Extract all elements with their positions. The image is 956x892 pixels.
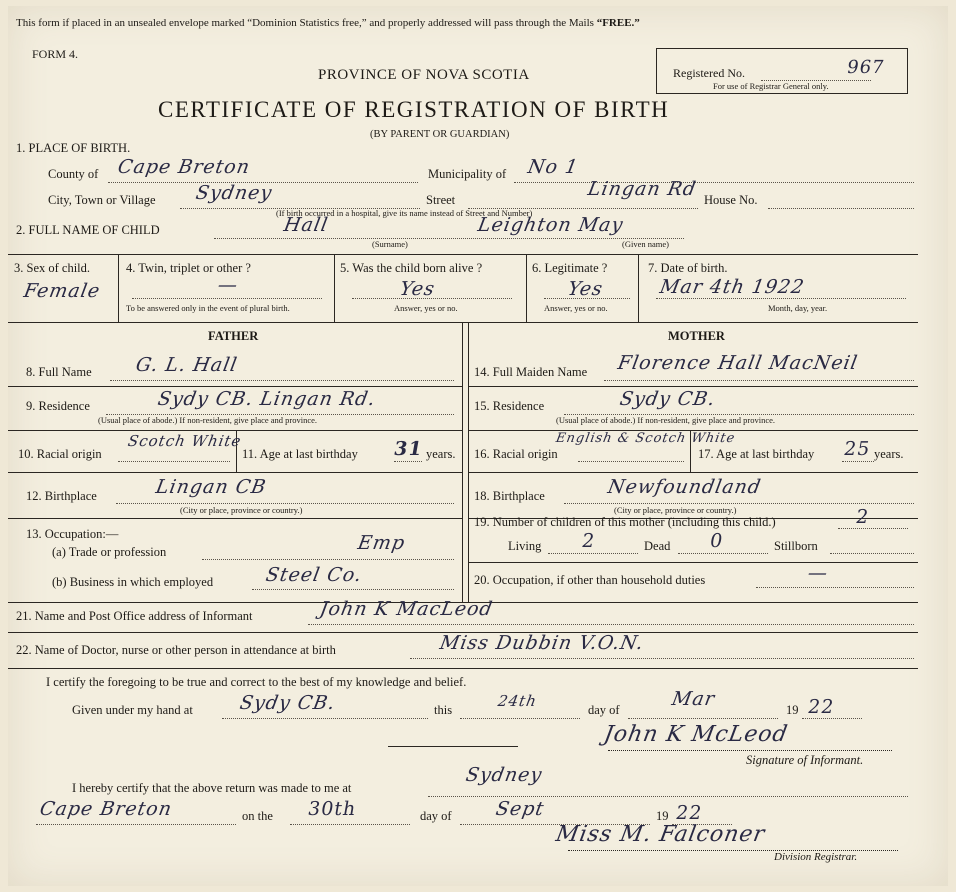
twin-value: — (216, 274, 241, 296)
father-birthplace-label: 12. Birthplace (26, 489, 97, 503)
sex-label: 3. Sex of child. (14, 261, 91, 275)
house-no-label: House No. (704, 193, 758, 207)
birth-date-label: 7. Date of birth. (648, 261, 728, 275)
division-registrar-label: Division Registrar. (774, 851, 858, 863)
province-heading: PROVINCE OF NOVA SCOTIA (318, 67, 530, 83)
this-label: this (434, 703, 453, 717)
registrar-county-value: Cape Breton (38, 798, 174, 820)
living-label: Living (508, 539, 542, 553)
mother-birthplace-value: Newfoundland (606, 476, 764, 498)
reg-day-of-label: day of (420, 809, 452, 823)
legitimate-note: Answer, yes or no. (544, 303, 608, 313)
registrar-text: I hereby certify that the above return was made to me at (72, 781, 352, 795)
registrar-note: For use of Registrar General only. (713, 81, 829, 91)
child-name-label: 2. FULL NAME OF CHILD (16, 223, 160, 237)
mother-age-label: 17. Age at last birthday (698, 447, 815, 461)
born-alive-label: 5. Was the child born alive ? (340, 261, 483, 275)
mother-residence-note: (Usual place of abode.) If non-resident, give place and province. (556, 415, 776, 425)
street-label: Street (426, 193, 456, 207)
mother-residence-label: 15. Residence (474, 399, 545, 413)
year-value: 22 (806, 696, 837, 718)
given-under-label: Given under my hand at (72, 703, 193, 717)
father-birthplace-note: (City or place, province or country.) (180, 505, 303, 515)
doctor-value: Miss Dubbin V.O.N. (438, 632, 646, 654)
dead-label: Dead (644, 539, 671, 553)
father-heading: FATHER (208, 329, 259, 343)
mother-name-label: 14. Full Maiden Name (474, 365, 588, 379)
certify-text: I certify the foregoing to be true and correct to the best of my knowledge and belief. (46, 675, 467, 689)
form-number: FORM 4. (32, 47, 79, 61)
surname-note: (Surname) (372, 239, 408, 249)
trade-value: Emp (356, 532, 408, 554)
father-name-label: 8. Full Name (26, 365, 92, 379)
father-racial-value: Scotch White (126, 432, 244, 450)
on-the-label: on the (242, 809, 273, 823)
child-given-name: Leighton May (476, 214, 626, 236)
doctor-label: 22. Name of Doctor, nurse or other person in attendance at birth (16, 643, 336, 657)
month-value: Mar (670, 688, 717, 710)
municipality-value: No 1 (526, 156, 581, 178)
mother-residence-value: Sydy CB. (618, 388, 718, 410)
father-residence-label: 9. Residence (26, 399, 90, 413)
mother-name-value: Florence Hall MacNeil (616, 352, 860, 374)
father-racial-label: 10. Racial origin (18, 447, 102, 461)
father-age-value: 31 (392, 438, 425, 460)
county-label: County of (48, 167, 99, 181)
children-count-value: 2 (854, 506, 872, 528)
this-day-value: 24th (496, 692, 539, 710)
birth-date-value: Mar 4th 1922 (658, 276, 807, 298)
day-of-label: day of (588, 703, 620, 717)
mother-age-value: 25 (842, 438, 873, 460)
page-title: CERTIFICATE OF REGISTRATION OF BIRTH (158, 97, 670, 122)
sex-value: Female (22, 280, 103, 302)
business-label: (b) Business in which employed (52, 575, 214, 589)
page-subtitle: (BY PARENT OR GUARDIAN) (370, 129, 510, 140)
informant-signature: John K McLeod (601, 722, 790, 747)
reg-year-prefix: 19 (656, 809, 669, 823)
city-value: Sydney (194, 182, 275, 204)
child-surname: Hall (282, 214, 331, 236)
registered-box (656, 48, 908, 94)
father-occupation-label: 13. Occupation:— (26, 527, 119, 541)
registrar-place-value: Sydney (464, 764, 545, 786)
legitimate-label: 6. Legitimate ? (532, 261, 608, 275)
mother-occupation-label: 20. Occupation, if other than household duties (474, 573, 706, 587)
mother-racial-value: English & Scotch White (554, 431, 737, 446)
mother-racial-label: 16. Racial origin (474, 447, 558, 461)
mother-birthplace-note: (City or place, province or country.) (614, 505, 737, 515)
reg-year-value: 22 (674, 802, 705, 824)
given-name-note: (Given name) (622, 239, 669, 249)
informant-label: 21. Name and Post Office address of Informant (16, 609, 253, 623)
mother-heading: MOTHER (668, 329, 725, 343)
twin-label: 4. Twin, triplet or other ? (126, 261, 251, 275)
reg-month-value: Sept (494, 798, 547, 820)
registrar-signature: Miss M. Falconer (553, 822, 768, 847)
stillborn-label: Stillborn (774, 539, 818, 553)
children-count-label: 19. Number of children of this mother (including this child.) (474, 515, 776, 529)
father-residence-note: (Usual place of abode.) If non-resident, give place and province. (98, 415, 318, 425)
street-value: Lingan Rd (586, 178, 699, 200)
dead-value: 0 (708, 530, 726, 552)
birth-date-note: Month, day, year. (768, 303, 828, 313)
father-age-unit: years. (426, 447, 456, 461)
legitimate-value: Yes (566, 278, 605, 300)
father-residence-value: Sydy CB. Lingan Rd. (156, 388, 378, 410)
mother-occupation-value: — (806, 562, 831, 584)
born-alive-note: Answer, yes or no. (394, 303, 458, 313)
reg-day-value: 30th (306, 798, 359, 820)
father-name-value: G. L. Hall (134, 354, 240, 376)
mother-birthplace-label: 18. Birthplace (474, 489, 545, 503)
father-age-label: 11. Age at last birthday (242, 447, 358, 461)
county-value: Cape Breton (116, 156, 252, 178)
hospital-note: (If birth occurred in a hospital, give its name instead of Street and Number) (276, 208, 533, 218)
informant-value: John K MacLeod (318, 598, 495, 620)
mother-age-unit: years. (874, 447, 904, 461)
registered-label: Registered No. (673, 66, 745, 80)
year-prefix: 19 (786, 703, 799, 717)
father-birthplace-value: Lingan CB (154, 476, 269, 498)
twin-note: To be answered only in the event of plural birth. (126, 303, 290, 313)
living-value: 2 (580, 530, 598, 552)
birth-certificate (8, 6, 948, 886)
city-label: City, Town or Village (48, 193, 156, 207)
signature-of-informant-label: Signature of Informant. (746, 753, 864, 767)
place-of-birth-heading: 1. PLACE OF BIRTH. (16, 141, 131, 155)
mail-notice: This form if placed in an unsealed envelope marked “Dominion Statistics free,” and properly addressed will pass through the Mails “FREE.” (16, 17, 640, 29)
trade-label: (a) Trade or profession (52, 545, 167, 559)
given-place-value: Sydy CB. (238, 692, 338, 714)
registered-number: 967 (845, 57, 887, 78)
municipality-label: Municipality of (428, 167, 507, 181)
business-value: Steel Co. (264, 564, 364, 586)
born-alive-value: Yes (398, 278, 437, 300)
